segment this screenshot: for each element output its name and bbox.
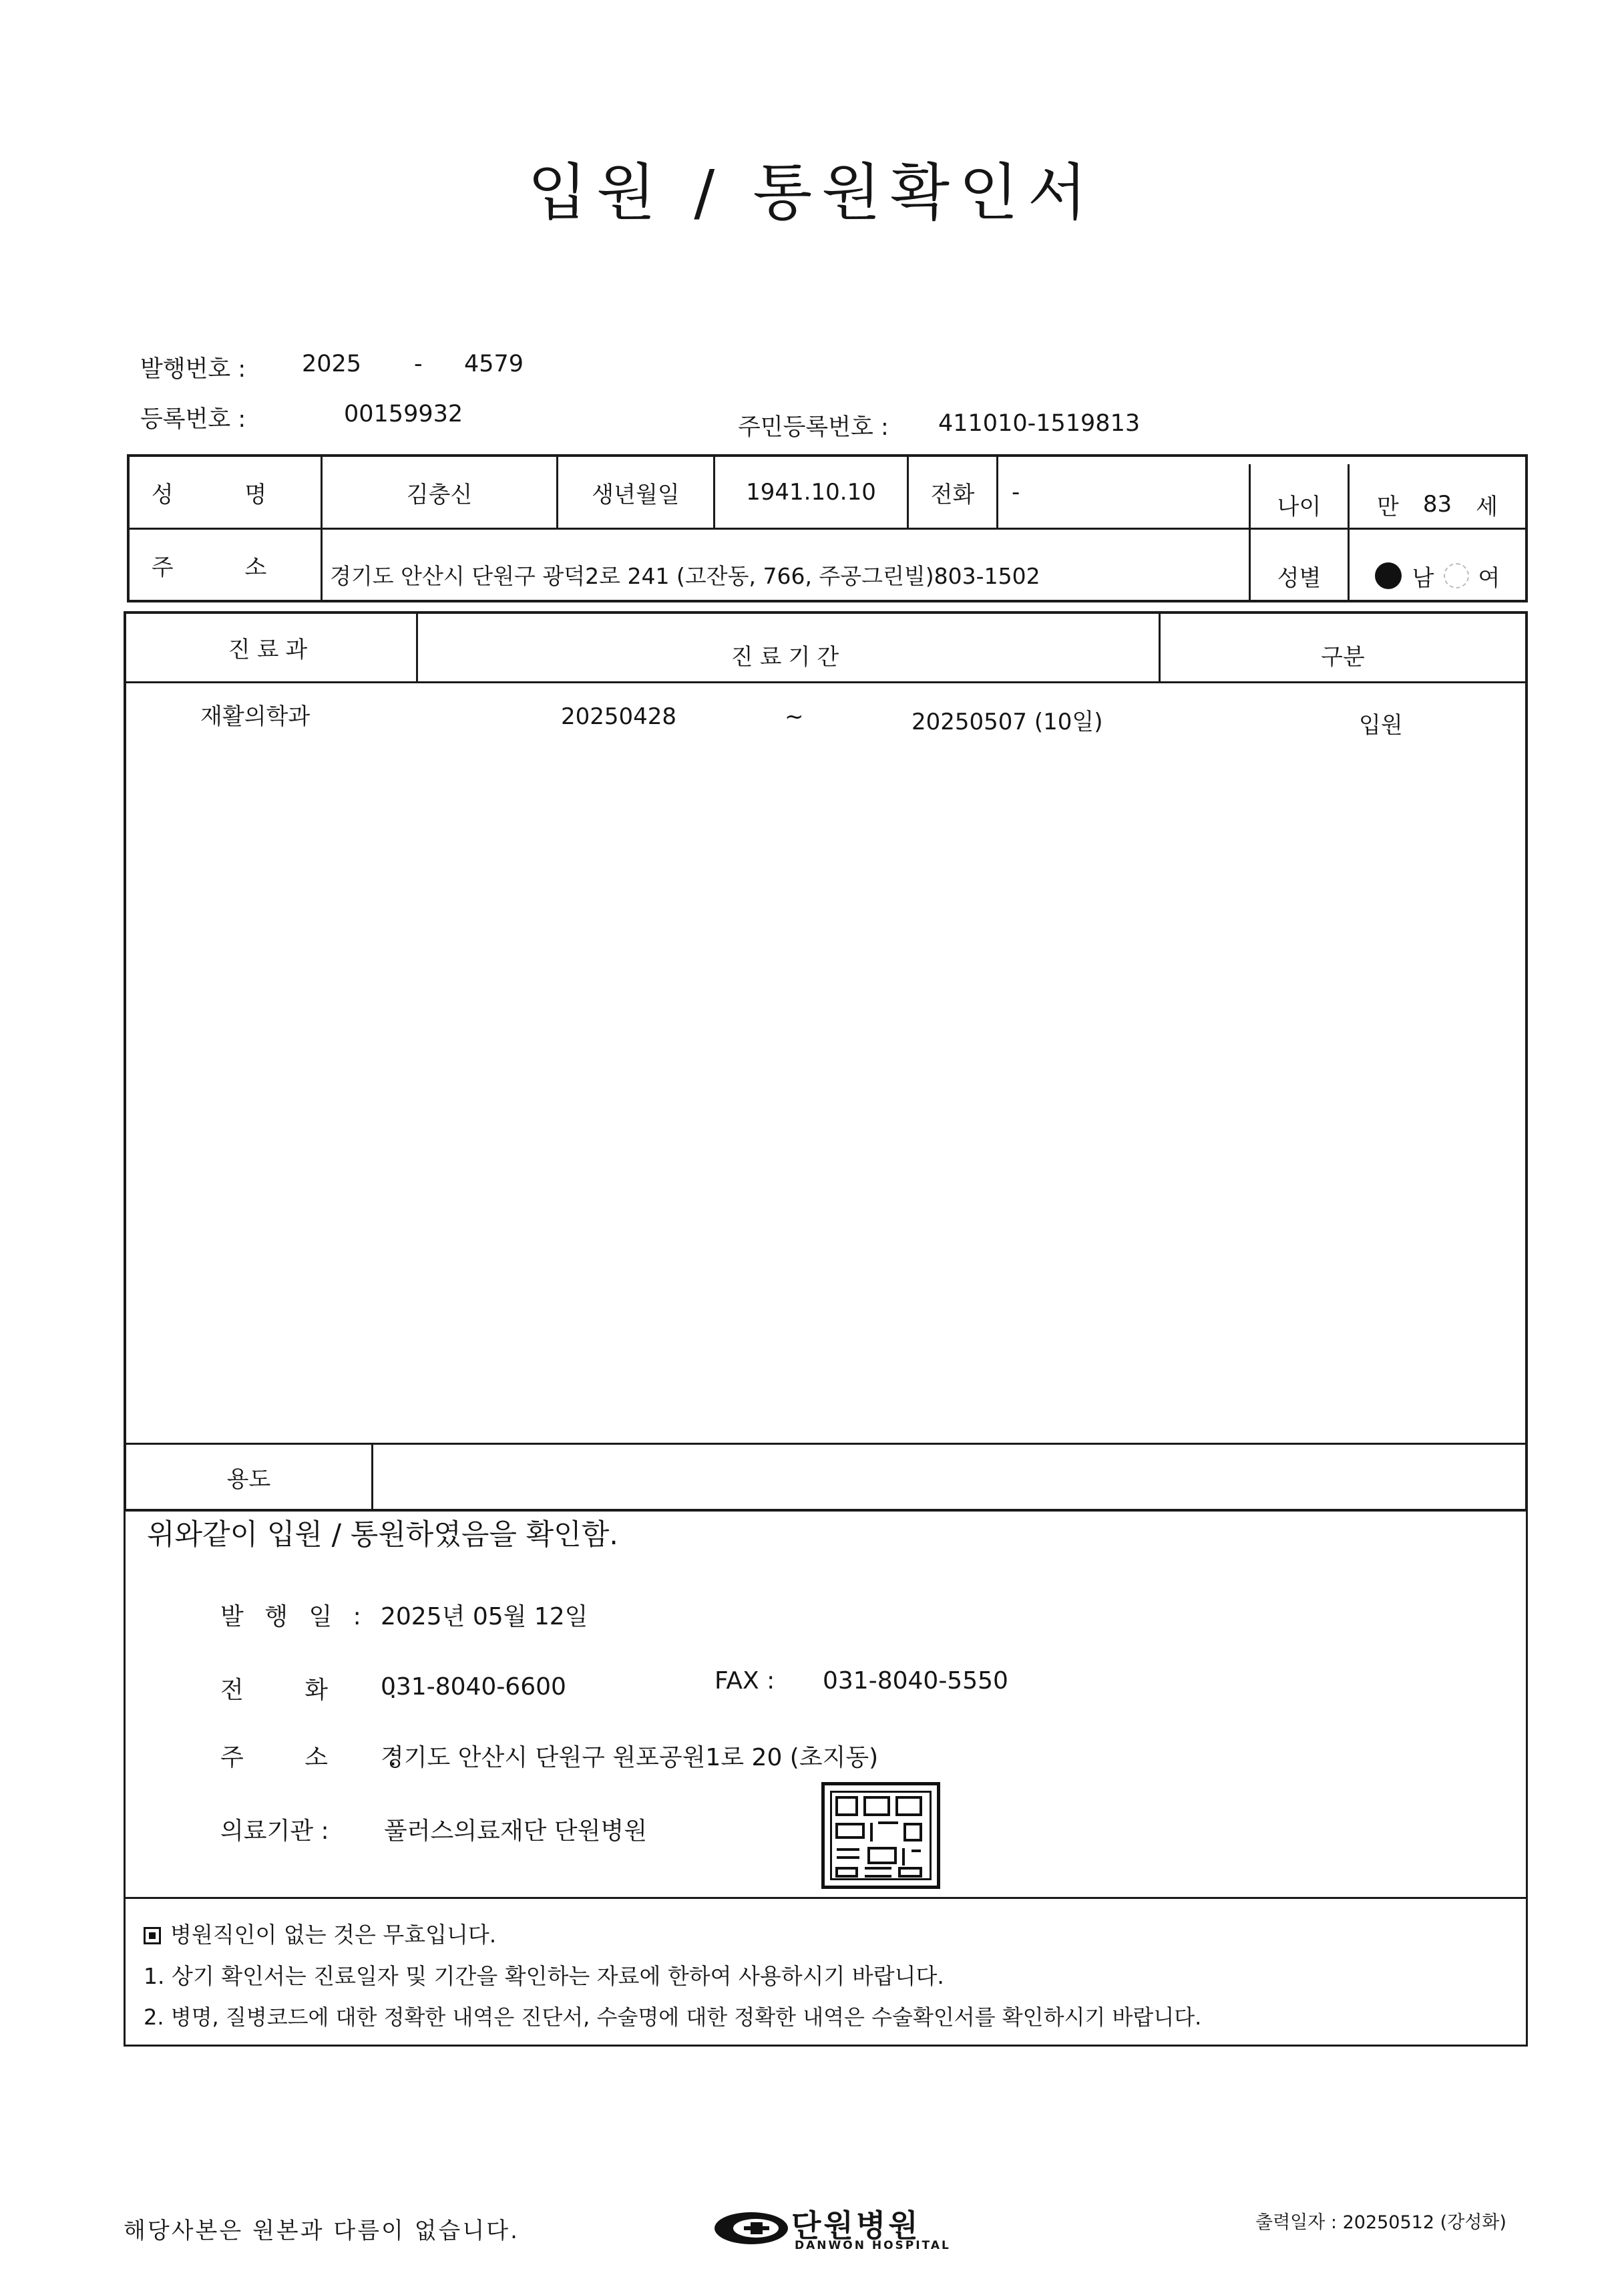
row-start-date: 20250428 xyxy=(561,703,677,730)
age-value: 83 xyxy=(1422,491,1452,518)
age-prefix: 만 xyxy=(1377,493,1399,520)
issue-date: 2025년 05월 12일 xyxy=(381,1603,588,1630)
institution-label: 의료기관 : xyxy=(220,1817,329,1845)
print-info: 출력일자 : 20250512 (강성화) xyxy=(1255,2212,1506,2233)
patient-info-col-line xyxy=(996,454,998,528)
confirmation-right-border xyxy=(1526,1512,1528,2045)
row-department: 재활의학과 xyxy=(200,703,311,730)
registration-number-label: 등록번호 : xyxy=(140,406,246,433)
row-period-separator: ~ xyxy=(785,703,804,730)
copy-notice: 해당사본은 원본과 다름이 없습니다. xyxy=(124,2218,520,2244)
issue-number-separator: - xyxy=(414,351,423,377)
institution-name: 풀러스의료재단 단원병원 xyxy=(384,1817,647,1845)
selected-circle-icon xyxy=(1375,562,1402,589)
warning-note xyxy=(144,1918,496,1949)
purpose-divider xyxy=(124,1443,1528,1445)
patient-age xyxy=(1350,468,1525,541)
age-suffix: 세 xyxy=(1476,493,1498,520)
patient-address: 경기도 안산시 단원구 광덕2로 241 (고잔동, 766, 주공그린빌)803-1502 xyxy=(330,562,1040,589)
note-2: 2. 병명, 질병코드에 대한 정확한 내역은 진단서, 수술명에 대한 정확한 내역은 수술확인서를 확인하시기 바랍니다. xyxy=(144,2004,1202,2030)
column-header-department: 진료과 xyxy=(228,637,315,663)
confirmation-left-border xyxy=(124,1512,126,2045)
hospital-logo-text: 단원병원 xyxy=(791,2208,921,2244)
fax-value: 031-8040-5550 xyxy=(823,1667,1008,1695)
warning-note-text: 병원직인이 없는 것은 무효입니다. xyxy=(170,1922,497,1948)
treatment-table xyxy=(124,611,1528,1512)
fax-label: FAX : xyxy=(715,1667,775,1695)
issue-number: 4579 xyxy=(464,351,524,377)
address-label: 주 소 xyxy=(151,554,299,581)
resident-number: 411010-1519813 xyxy=(938,410,1141,437)
purpose-value xyxy=(384,1445,1519,1509)
confirmation-text: 위와같이 입원 / 통원하였음을 확인함. xyxy=(147,1518,618,1552)
registration-number: 00159932 xyxy=(344,401,463,427)
notes-bottom-border xyxy=(124,2045,1528,2047)
seal-pattern xyxy=(825,1785,937,1886)
hospital-logo-subtext: DANWON HOSPITAL xyxy=(795,2239,951,2252)
notes-top-divider xyxy=(124,1897,1528,1899)
tel-label: 전 화 : xyxy=(220,1677,424,1704)
dob-label: 생년월일 xyxy=(592,481,680,508)
patient-sex xyxy=(1350,542,1525,609)
hospital-address: 경기도 안산시 단원구 원포공원1로 20 (초지동) xyxy=(381,1744,879,1771)
column-header-type: 구분 xyxy=(1321,644,1365,671)
hospital-address-label: 주 소 : xyxy=(220,1744,424,1771)
row-type: 입원 xyxy=(1359,712,1403,739)
sex-female: 여 xyxy=(1478,564,1500,592)
hospital-seal-icon xyxy=(821,1782,940,1889)
document-title: 입원 / 통원확인서 xyxy=(528,157,1096,228)
resident-number-label: 주민등록번호 : xyxy=(738,414,889,441)
patient-phone: - xyxy=(1012,479,1020,506)
sex-male: 남 xyxy=(1412,564,1434,592)
issue-number-year: 2025 xyxy=(302,351,362,377)
phone-label: 전화 xyxy=(930,481,975,508)
checkbox-square-icon xyxy=(144,1927,161,1944)
note-1: 1. 상기 확인서는 진료일자 및 기간을 확인하는 자료에 한하여 사용하시기 바랍니다. xyxy=(144,1963,944,1989)
patient-dob: 1941.10.10 xyxy=(746,479,876,506)
issue-date-label: 발 행 일 : xyxy=(220,1603,368,1630)
tel-value: 031-8040-6600 xyxy=(381,1673,566,1701)
empty-circle-icon xyxy=(1444,563,1469,588)
issue-number-label: 발행번호 : xyxy=(140,356,246,383)
purpose-col-line xyxy=(371,1443,373,1512)
column-header-period: 진료기간 xyxy=(731,644,846,671)
row-end-date: 20250507 (10일) xyxy=(911,709,1103,735)
sex-label: 성별 xyxy=(1277,564,1322,592)
purpose-label: 용도 xyxy=(226,1466,271,1493)
age-label: 나이 xyxy=(1277,493,1322,520)
patient-name: 김충신 xyxy=(406,481,473,508)
name-label: 성 명 xyxy=(151,481,299,508)
